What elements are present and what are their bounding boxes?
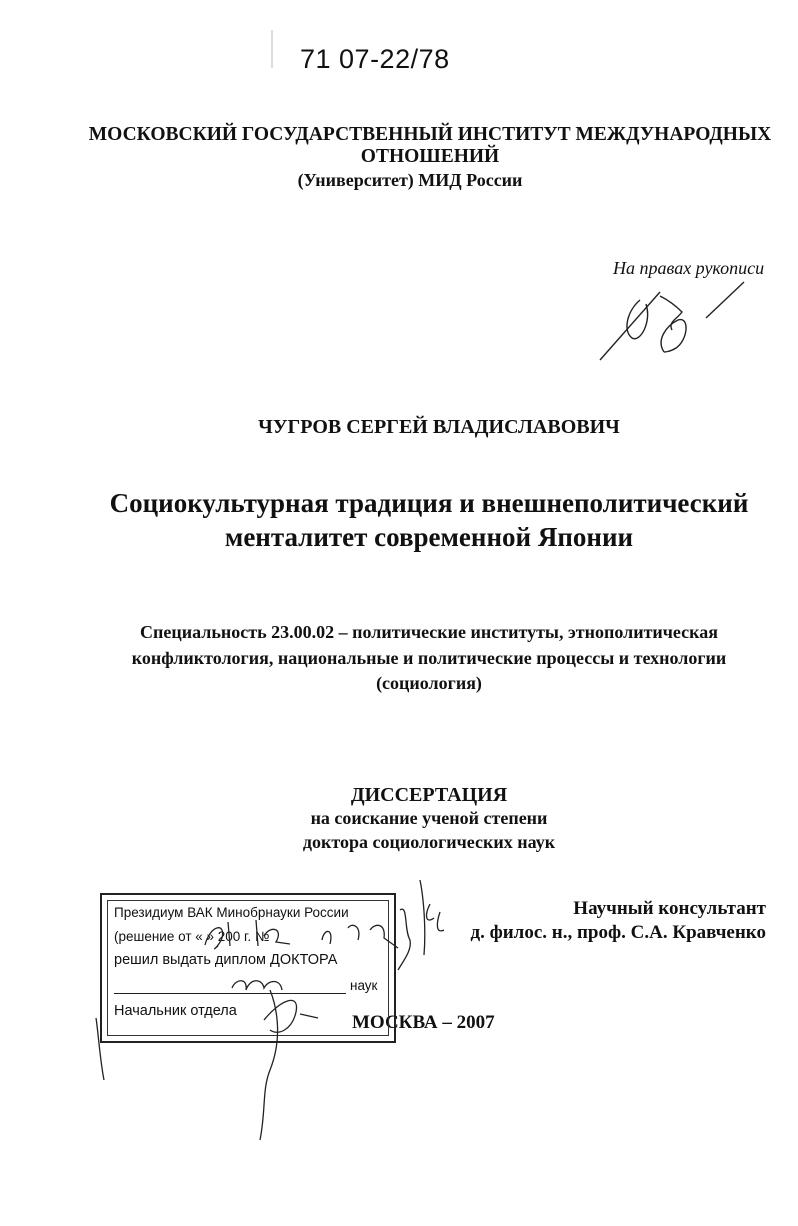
thesis-title-line2: менталитет современной Японии [224,522,634,552]
degree-line1: на соискание ученой степени [310,808,548,828]
stamp-line3: решил выдать диплом ДОКТОРА [114,952,338,968]
degree-line2: доктора социологических наук [302,832,556,852]
thesis-title-line1: Социокультурная традиция и внешнеполитический [109,488,749,518]
institution-name-line2: ОТНОШЕНИЙ [360,146,500,167]
specialty-line1: Специальность 23.00.02 – политические институты, этнополитическая [140,622,718,642]
city-year: МОСКВА – 2007 [352,1012,495,1033]
stamp-fill-line [114,993,346,994]
stamp-line2: (решение от « » 200 г. № [114,929,270,944]
stamp-line4: наук [350,978,378,993]
vak-stamp [100,893,396,1043]
institution-name-line3: (Университет) МИД России [297,170,523,190]
stamp-line1: Президиум ВАК Минобрнауки России [114,905,349,920]
specialty-line3: (социология) [376,673,482,693]
call-number: 71 07-22/78 [300,44,450,74]
author-name: ЧУГРОВ СЕРГЕЙ ВЛАДИСЛАВОВИЧ [258,416,620,438]
work-type-heading: ДИССЕРТАЦИЯ [350,784,508,806]
institution-name-line1: МОСКОВСКИЙ ГОСУДАРСТВЕННЫЙ ИНСТИТУТ МЕЖДУНАРОДНЫХ [88,124,772,145]
consultant-label: Научный консультант [573,898,766,919]
manuscript-rights-note: На правах рукописи [613,258,765,278]
stamp-line5: Начальник отдела [114,1003,237,1019]
specialty-line2: конфликтология, национальные и политические процессы и технологии [131,648,727,668]
consultant-name: д. филос. н., проф. С.А. Кравченко [470,922,766,943]
author-signature [600,282,744,360]
